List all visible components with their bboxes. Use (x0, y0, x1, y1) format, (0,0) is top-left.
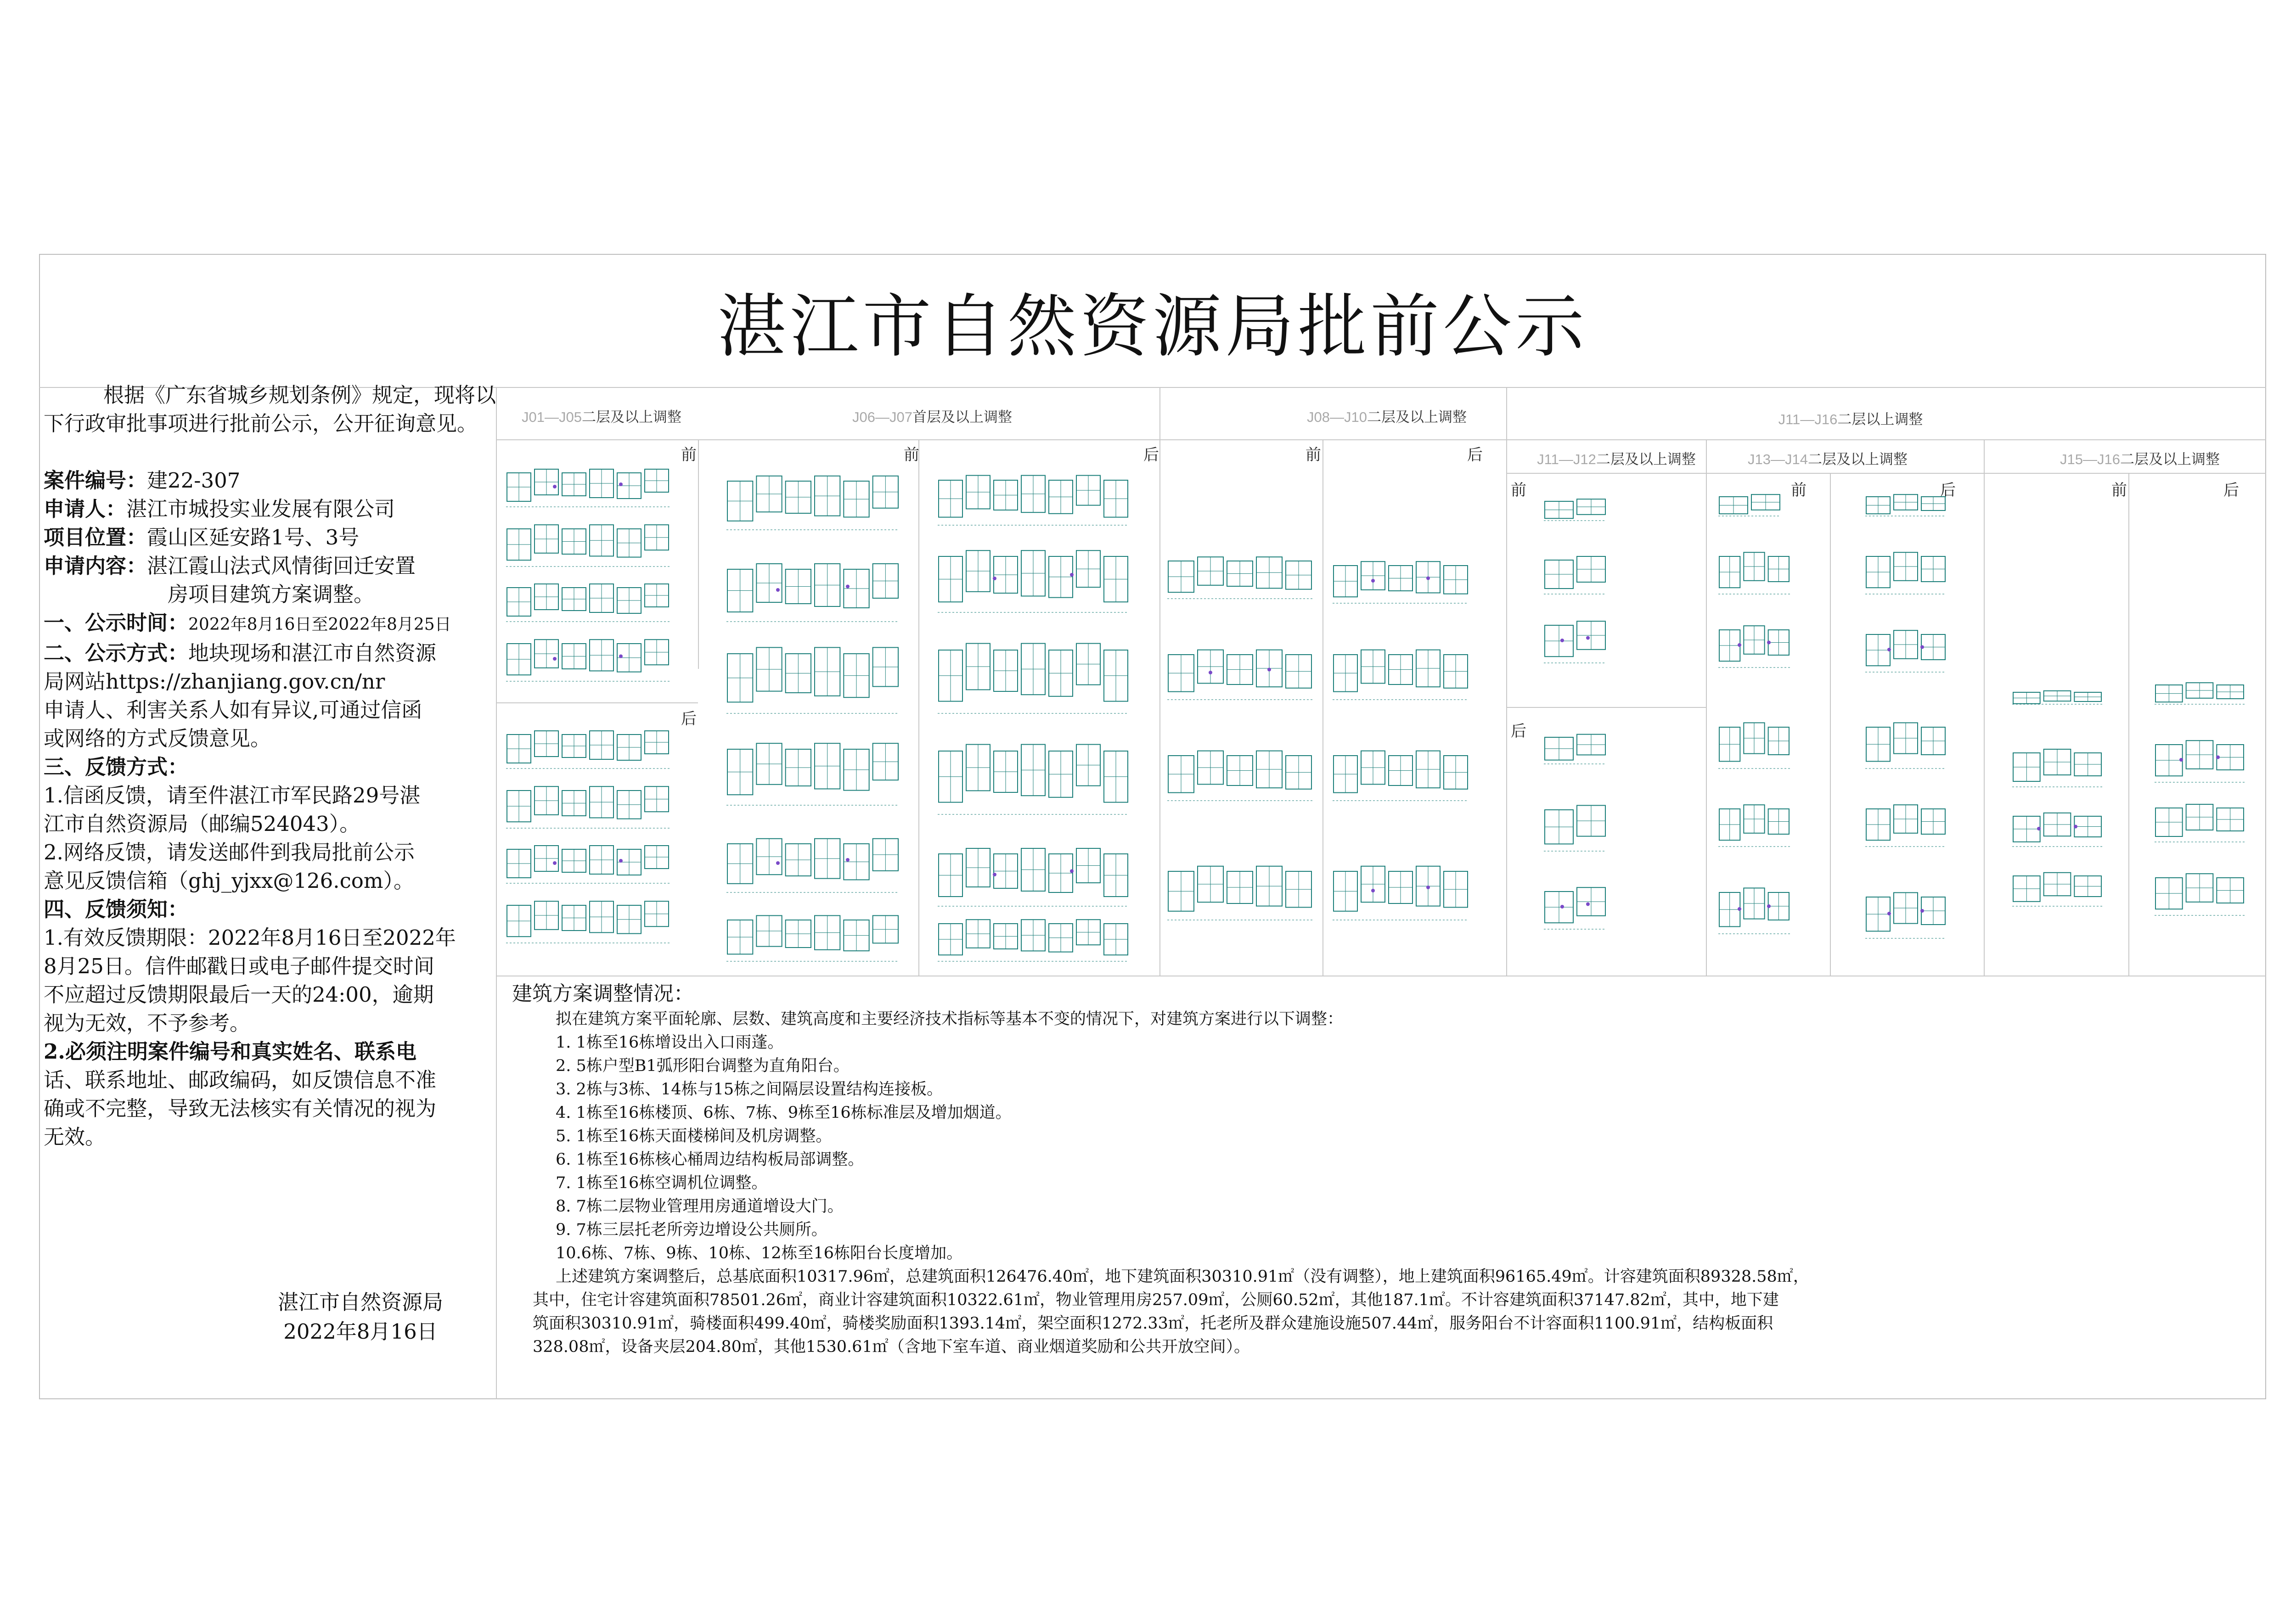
drawing-divider-1 (1159, 387, 1160, 976)
label-j13-j14 (1731, 448, 1924, 468)
floor-plan-thumbnail (1717, 799, 1791, 849)
floor-plan-thumbnail (1543, 615, 1607, 666)
summary-line-1: 上述建筑方案调整后，总基底面积10317.96㎡，总建筑面积126476.40㎡，地下建筑面积30310.91㎡（没有调整），地上建筑面积96165.49㎡。计容建筑面积89328.58㎡， (556, 1268, 1809, 1286)
floor-plan-thumbnail (2154, 679, 2245, 707)
summary-line-3: 筑面积30310.91㎡，骑楼面积499.40㎡，骑楼奖励面积1393.14㎡，架空面积1272.33㎡，托老所及群众建施设施507.44㎡，服务阳台不计容面积1100.91㎡，结构板面积 (533, 1314, 1773, 1333)
floor-plan-thumbnail (1332, 858, 1469, 923)
floor-plan-thumbnail (1717, 546, 1791, 597)
floor-plan-thumbnail (1543, 551, 1607, 597)
j11-hsplit (1506, 707, 1706, 708)
location-row (44, 523, 498, 552)
before-marker: 前 (1511, 481, 1526, 499)
label-j11-j12 (1529, 448, 1704, 468)
case-number: 建22-307 (147, 468, 241, 493)
time-row (44, 609, 498, 639)
content-label: 申请内容： (44, 554, 147, 578)
floor-plan-thumbnail (1864, 491, 1947, 519)
floor-plan-thumbnail (1166, 744, 1313, 803)
time-label: 一、公示时间： (44, 611, 189, 635)
label-j15-code: J15—J16 (2060, 451, 2120, 467)
location: 霞山区延安路1号、3号 (147, 525, 360, 550)
adjustment-notes (512, 980, 2257, 1359)
notice-2a: 2.必须注明案件编号和真实姓名、联系电 (44, 1039, 416, 1064)
drawing-header-divider (496, 439, 2266, 440)
label-j06-code: J06—J07 (852, 409, 912, 425)
j15-split (2128, 473, 2129, 976)
content-line-2: 房项目建筑方案调整。 (168, 582, 375, 606)
floor-plan-thumbnail (1864, 886, 1947, 941)
floor-plan-thumbnail (1864, 799, 1947, 849)
floor-plan-thumbnail (505, 519, 670, 569)
floor-plan-thumbnail (1717, 620, 1791, 670)
adjustment-item: 6. 1栋至16栋核心桶周边结构板局部调整。 (556, 1150, 864, 1169)
before-marker: 前 (2111, 481, 2127, 499)
floor-plan-thumbnail (726, 638, 900, 716)
j08-split (1322, 439, 1323, 976)
method-label: 二、公示方式： (44, 641, 189, 665)
notice-2b: 话、联系地址、邮政编码，如反馈信息不准 (44, 1068, 437, 1092)
applicant-row (44, 495, 498, 523)
floor-plan-thumbnail (505, 895, 670, 946)
notice-body (44, 381, 498, 1151)
floor-plan-thumbnail (937, 914, 1130, 964)
floor-plan-thumbnail (2154, 868, 2245, 918)
floor-plan-thumbnail (937, 542, 1130, 615)
after-marker: 后 (681, 710, 697, 728)
floor-plan-thumbnail (2154, 799, 2245, 845)
feedback-label: 三、反馈方式： (44, 755, 189, 779)
summary-line-2: 其中，住宅计容建筑面积78501.26㎡，商业计容建筑面积10322.61㎡，物业管理用房257.09㎡，公厕60.52㎡，其他187.1㎡。不计容建筑面积37147.82㎡，其中，地下建 (533, 1291, 1779, 1309)
notice-2c: 确或不完整，导致无法核实有关情况的视为 (44, 1096, 437, 1121)
floor-plan-thumbnail (1543, 496, 1607, 523)
drawing-divider-4 (1984, 439, 1985, 976)
before-marker: 前 (1306, 446, 1321, 464)
floor-plan-thumbnail (505, 464, 670, 510)
drawing-divider-3 (1706, 439, 1707, 976)
signature-date: 2022年8月16日 (283, 1319, 438, 1344)
label-j13-text: 二层及以上调整 (1807, 451, 1908, 467)
floor-plan-thumbnail (2011, 868, 2103, 909)
floor-plan-thumbnail (1332, 643, 1469, 702)
after-marker: 后 (1467, 446, 1483, 464)
label-j08-j10 (1267, 405, 1506, 426)
label-j13-code: J13—J14 (1748, 451, 1808, 467)
feedback-1b: 江市自然资源局（邮编524043）。 (44, 812, 360, 836)
floor-plan-thumbnail (1166, 643, 1313, 702)
applicant: 湛江市城投实业发展有限公司 (126, 497, 395, 521)
signature-block (255, 1288, 466, 1346)
floor-plan-thumbnail (937, 634, 1130, 716)
content-row (44, 552, 498, 580)
label-j06-text: 首层及以上调整 (912, 409, 1012, 425)
intro-text: 根据《广东省城乡规划条例》规定，现将以下行政审批事项进行批前公示，公开征询意见。 (44, 383, 496, 436)
floor-plan-thumbnail (726, 555, 900, 624)
after-marker: 后 (1143, 446, 1159, 464)
j06-split (918, 439, 919, 976)
feedback-2b: 意见反馈信箱（ghj_yjxx@126.com）。 (44, 869, 415, 893)
label-j01-code: J01—J05 (522, 409, 582, 425)
floor-plan-thumbnail (1332, 744, 1469, 803)
content-line-1: 湛江霞山法式风情街回迁安置 (147, 554, 416, 578)
floor-plan-thumbnail (2011, 808, 2103, 849)
floor-plan-thumbnail (1166, 551, 1313, 601)
after-marker: 后 (1511, 722, 1526, 740)
label-j01-j05 (505, 405, 698, 426)
label-j11-code: J11—J12 (1537, 451, 1596, 467)
summary-line-4: 328.08㎡，设备夹层204.80㎡，其他1530.61㎡（含地下室车道、商业烟道奖励和公共开放空间）。 (533, 1338, 1250, 1356)
label-j08-code: J08—J10 (1307, 409, 1367, 425)
floor-plan-thumbnail (505, 578, 670, 624)
method-row (44, 639, 498, 667)
floor-plan-thumbnail (505, 634, 670, 684)
before-marker: 前 (681, 446, 697, 464)
label-j08-text: 二层及以上调整 (1367, 409, 1467, 425)
floor-plan-thumbnail (1864, 624, 1947, 675)
signature-org: 湛江市自然资源局 (277, 1290, 443, 1314)
adjustments-lead: 拟在建筑方案平面轮廓、层数、建筑高度和主要经济技术指标等基本不变的情况下，对建筑方案进行以下调整： (556, 1010, 1344, 1028)
floor-plan-thumbnail (1717, 881, 1791, 937)
adjustment-item: 9. 7栋三层托老所旁边增设公共厕所。 (556, 1221, 827, 1239)
after-marker: 后 (2223, 481, 2239, 499)
adjustment-item: 7. 1栋至16栋空调机位调整。 (556, 1174, 768, 1192)
drawing-divider-2 (1506, 387, 1507, 976)
page-title: 湛江市自然资源局批前公示 (717, 287, 1588, 367)
label-j11-j16 (1740, 408, 1961, 428)
floor-plan-thumbnail (2011, 689, 2103, 707)
applicant-label: 申请人： (44, 497, 127, 521)
method-line-4: 或网络的方式反馈意见。 (44, 726, 271, 751)
notice-1d: 视为无效，不予参考。 (44, 1011, 251, 1035)
notice-1c: 不应超过反馈期限最后一天的24:00，逾期 (44, 982, 434, 1007)
adjustment-item: 4. 1栋至16栋楼顶、6栋、7栋、9栋至16栋标准层及增加烟道。 (556, 1104, 1012, 1122)
floor-plan-thumbnail (937, 735, 1130, 817)
notice-1a: 1.有效反馈期限：2022年8月16日至2022年 (44, 925, 456, 950)
floor-plan-thumbnail (726, 831, 900, 895)
floor-plan-thumbnail (726, 468, 900, 533)
floor-plan-thumbnail (1543, 799, 1607, 854)
floor-plan-thumbnail (2154, 735, 2245, 785)
floor-plan-thumbnail (726, 735, 900, 808)
j01-split (698, 439, 699, 669)
floor-plan-thumbnail (1717, 491, 1782, 519)
case-number-label: 案件编号： (44, 468, 147, 493)
case-number-row (44, 466, 498, 495)
time-value: 2022年8月16日至2022年8月25日 (188, 615, 451, 634)
label-j15-text: 二层及以上调整 (2120, 451, 2220, 467)
adjustments-heading: 建筑方案调整情况： (512, 982, 694, 1005)
notice-label: 四、反馈须知： (44, 897, 189, 921)
before-marker: 前 (1791, 481, 1806, 499)
notice-1b: 8月25日。信件邮戳日或电子邮件提交时间 (44, 954, 434, 978)
label-j01-text: 二层及以上调整 (581, 409, 681, 425)
method-line-2: 局网站https://zhanjiang.gov.cn/nr (44, 669, 385, 694)
notice-2d: 无效。 (44, 1125, 106, 1149)
adjustment-item: 3. 2栋与3栋、14栋与15栋之间隔层设置结构连接板。 (556, 1080, 943, 1099)
label-j11-16-code: J11—J16 (1778, 411, 1838, 427)
location-label: 项目位置： (44, 525, 147, 550)
method-line-3: 申请人、利害关系人如有异议,可通过信函 (44, 698, 422, 722)
floor-plan-thumbnail (1864, 716, 1947, 771)
j01-hsplit (496, 702, 698, 703)
floor-plan-thumbnail (1864, 546, 1947, 597)
floor-plan-thumbnail (1332, 555, 1469, 606)
adjustment-item: 10.6栋、7栋、9栋、10栋、12栋至16栋阳台长度增加。 (556, 1244, 963, 1262)
method-line-1: 地块现场和湛江市自然资源 (188, 641, 437, 665)
floor-plan-thumbnail (1543, 730, 1607, 767)
floor-plan-thumbnail (726, 909, 900, 964)
floor-plan-thumbnail (505, 840, 670, 886)
floor-plan-thumbnail (937, 840, 1130, 909)
floor-plan-thumbnail (1543, 881, 1607, 932)
label-j06-j07 (781, 405, 1084, 426)
subgroup-divider (1506, 473, 2266, 474)
floor-plan-thumbnail (2011, 744, 2103, 790)
adjustment-item: 5. 1栋至16栋天面楼梯间及机房调整。 (556, 1127, 832, 1145)
floor-plan-thumbnail (505, 725, 670, 771)
label-j11-16-text: 二层以上调整 (1837, 411, 1923, 427)
before-marker: 前 (904, 446, 919, 464)
feedback-1a: 1.信函反馈，请至件湛江市军民路29号湛 (44, 783, 421, 808)
adjustment-item: 8. 7栋二层物业管理用房通道增设大门。 (556, 1197, 844, 1216)
adjustment-item: 1. 1栋至16栋增设出入口雨蓬。 (556, 1033, 784, 1052)
floor-plan-thumbnail (505, 780, 670, 831)
j13-split (1830, 473, 1831, 976)
label-j15-j16 (2020, 448, 2259, 468)
floor-plan-thumbnail (937, 468, 1130, 528)
after-marker: 后 (1940, 481, 1956, 499)
floor-plan-thumbnail (1166, 858, 1313, 923)
floor-plan-thumbnail (1717, 716, 1791, 771)
feedback-2a: 2.网络反馈，请发送邮件到我局批前公示 (44, 840, 415, 864)
adjustment-item: 2. 5栋户型B1弧形阳台调整为直角阳台。 (556, 1057, 850, 1075)
label-j11-text: 二层及以上调整 (1596, 451, 1696, 467)
